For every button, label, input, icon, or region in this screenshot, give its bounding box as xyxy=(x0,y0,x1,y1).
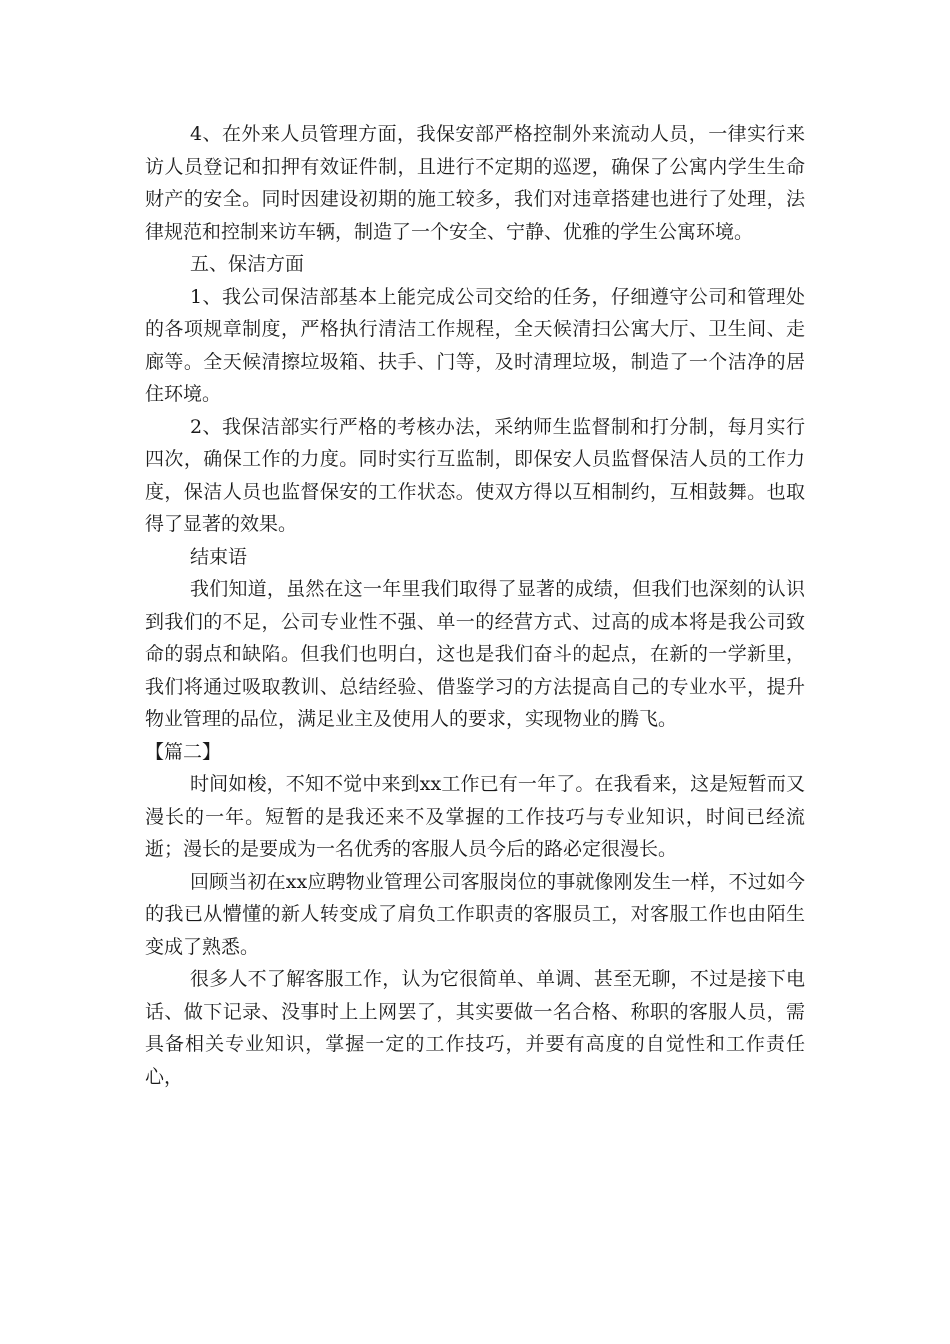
paragraph-time-flies: 时间如梭，不知不觉中来到xx工作已有一年了。在我看来，这是短暂而又漫长的一年。短暂的是我还来不及掌握的工作技巧与专业知识，时间已经流逝；漫长的是要成为一名优秀的客服人员今后的路必定很漫长。 xyxy=(145,773,805,860)
document-body xyxy=(145,118,805,1093)
paragraph-cleaning-tasks: 1、我公司保洁部基本上能完成公司交给的任务，仔细遵守公司和管理处的各项规章制度，严格执行清洁工作规程，全天候清扫公寓大厅、卫生间、走廊等。全天候清擦垃圾箱、扶手、门等，及时清理垃圾，制造了一个洁净的居住环境。 xyxy=(145,285,805,405)
paragraph-conclusion: 我们知道，虽然在这一年里我们取得了显著的成绩，但我们也深刻的认识到我们的不足，公司专业性不强、单一的经营方式、过高的成本将是我公司致命的弱点和缺陷。但我们也明白，这也是我们奋斗的起点，在新的一学新里，我们将通过吸取教训、总结经验、借鉴学习的方法提高自己的专业水平，提升物业管理的品位，满足业主及使用人的要求，实现物业的腾飞。 xyxy=(145,578,805,730)
paragraph-customer-service: 很多人不了解客服工作，认为它很简单、单调、甚至无聊，不过是接下电话、做下记录、没事时上上网罢了，其实要做一名合格、称职的客服人员，需具备相关专业知识，掌握一定的工作技巧，并要有高度的自觉性和工作责任心， xyxy=(145,968,805,1088)
section-tag-part-two: 【篇二】 xyxy=(145,740,222,763)
paragraph-recollection: 回顾当初在xx应聘物业管理公司客服岗位的事就像刚发生一样，不过如今的我已从懵懂的新人转变成了肩负工作职责的客服员工，对客服工作也由陌生变成了熟悉。 xyxy=(145,870,805,958)
heading-cleaning: 五、保洁方面 xyxy=(190,253,305,275)
paragraph-security-visitors: 4、在外来人员管理方面，我保安部严格控制外来流动人员，一律实行来访人员登记和扣押有效证件制，且进行不定期的巡逻，确保了公寓内学生生命财产的安全。同时因建设初期的施工较多，我们对违章搭建也进行了处理，法律规范和控制来访车辆，制造了一个安全、宁静、优雅的学生公寓环境。 xyxy=(145,123,805,243)
paragraph-cleaning-assessment: 2、我保洁部实行严格的考核办法，采纳师生监督制和打分制，每月实行四次，确保工作的力度。同时实行互监制，即保安人员监督保洁人员的工作力度，保洁人员也监督保安的工作状态。使双方得以互相制约，互相鼓舞。也取得了显著的效果。 xyxy=(145,415,805,535)
heading-conclusion: 结束语 xyxy=(190,545,248,568)
